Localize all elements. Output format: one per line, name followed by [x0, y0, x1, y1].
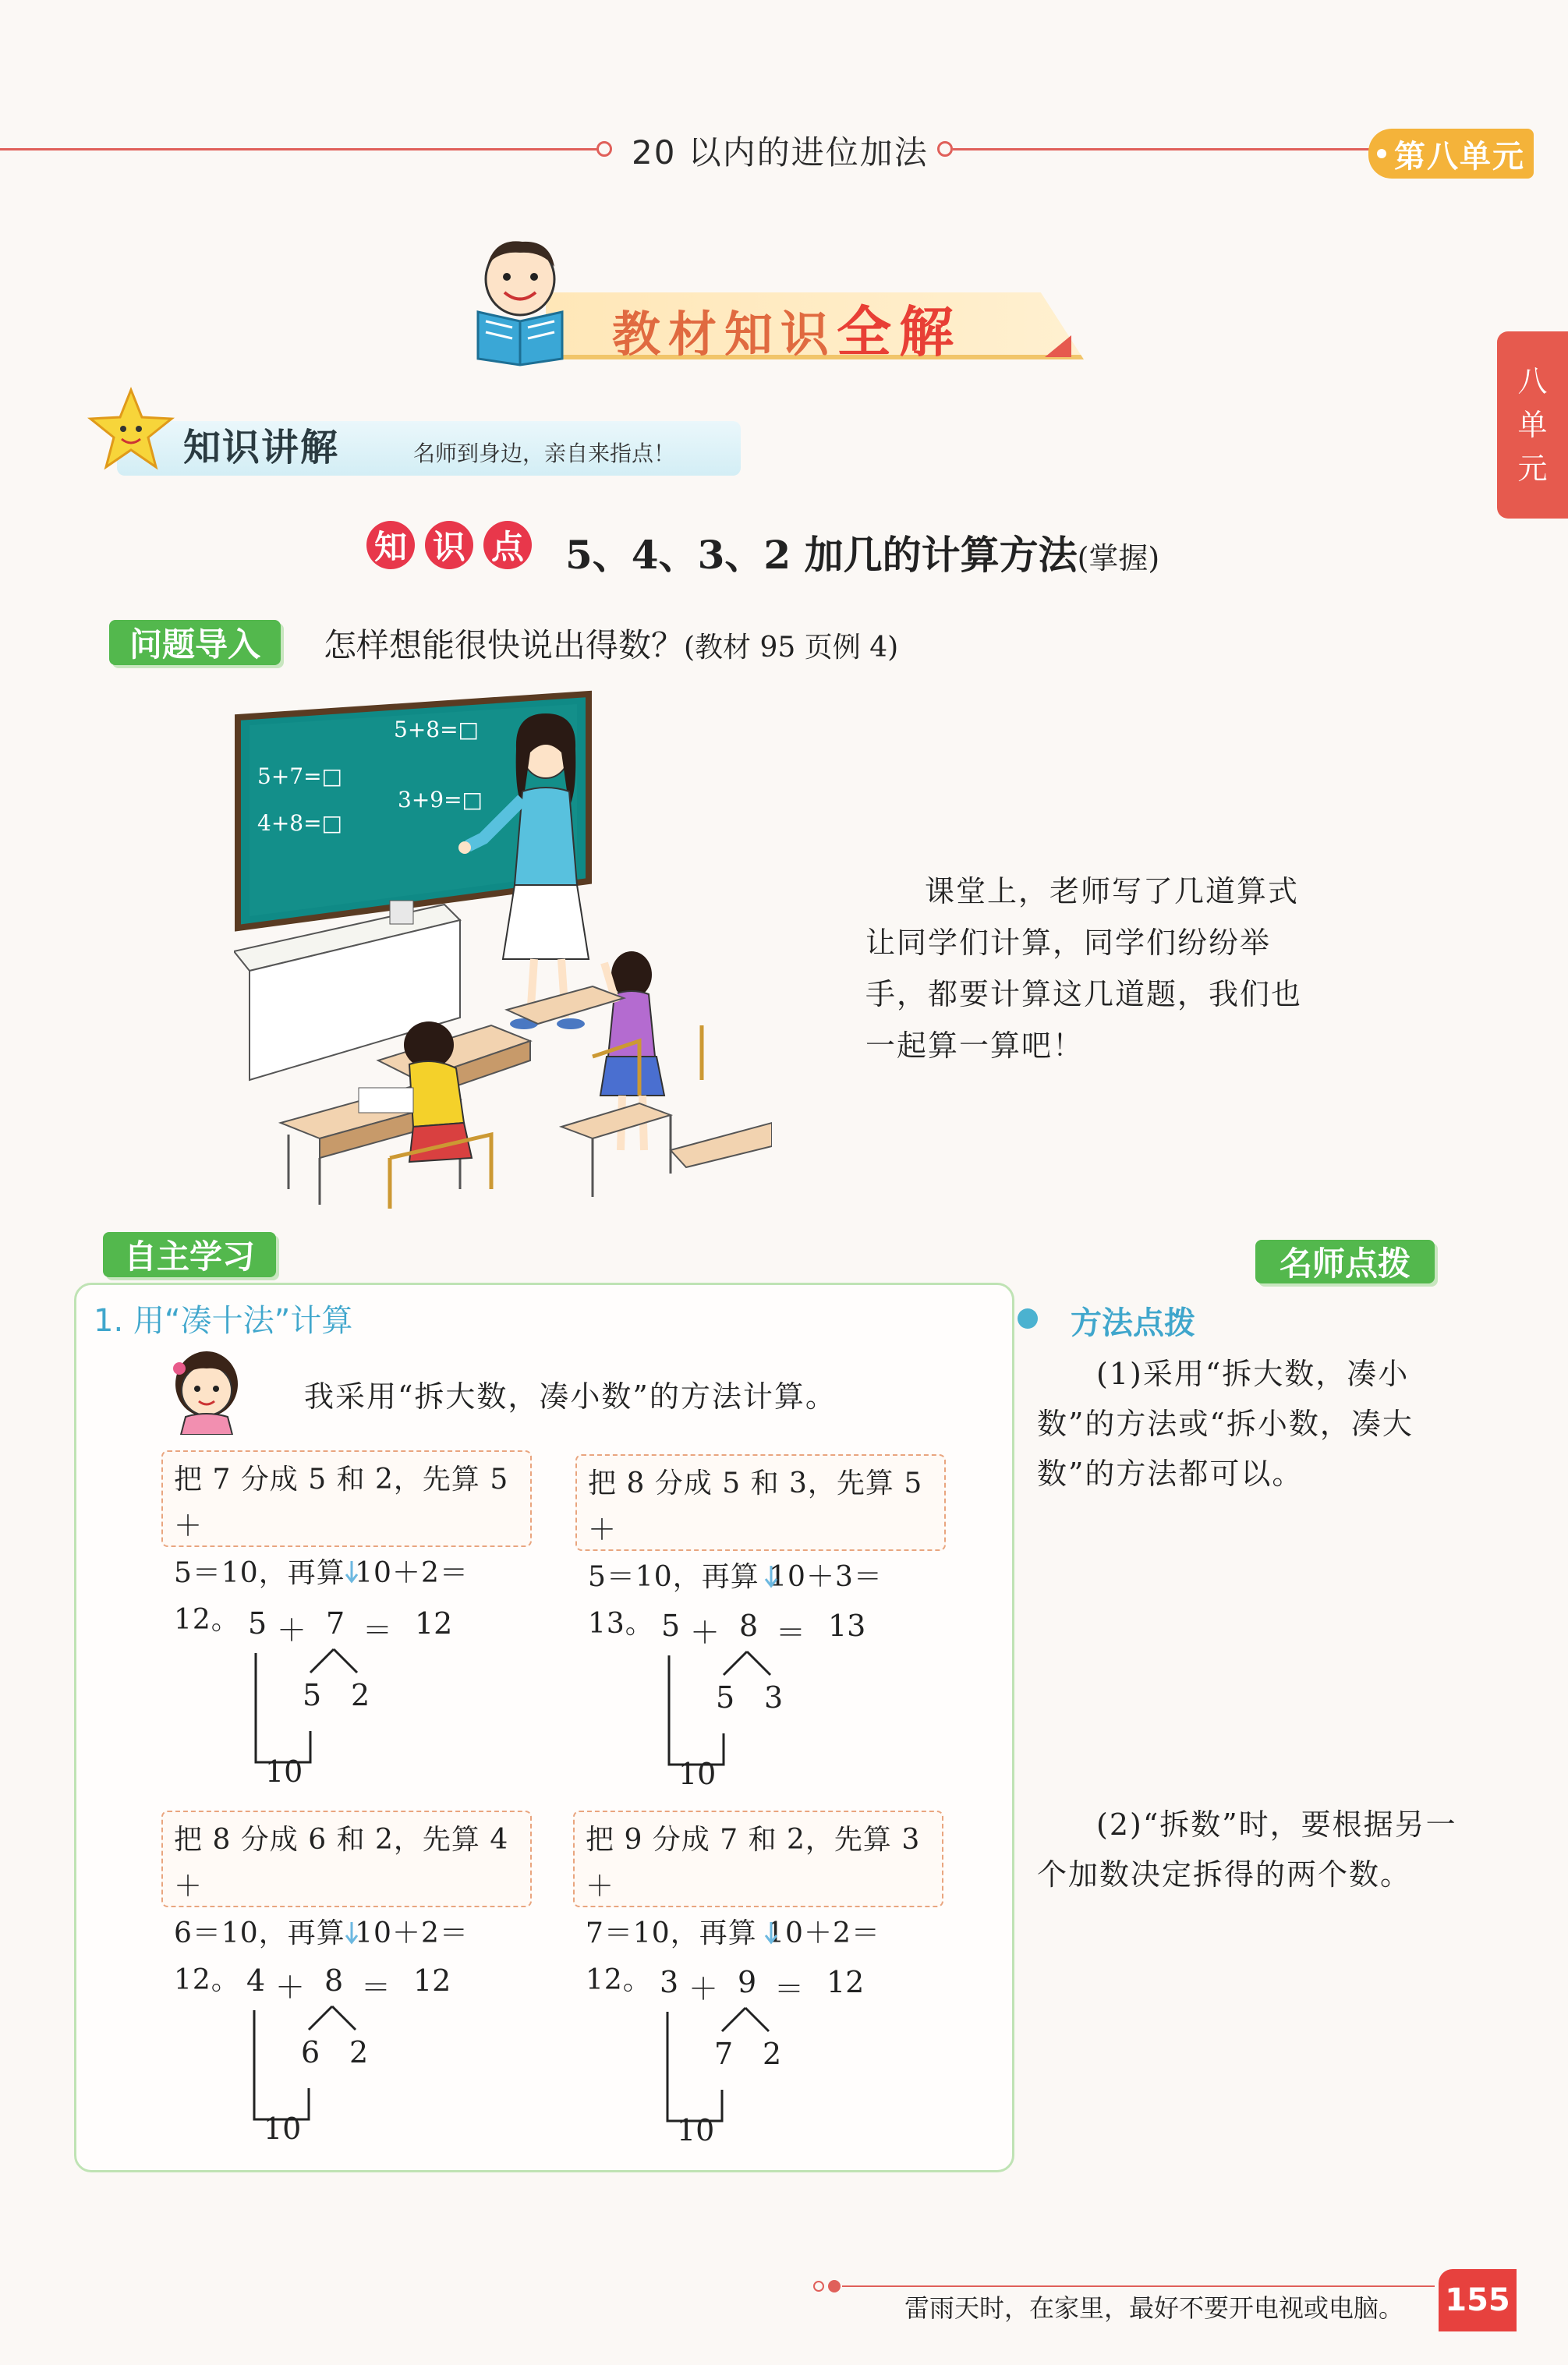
- side-tab-char: 元: [1517, 451, 1548, 486]
- split-part-left: 7: [714, 2037, 734, 2071]
- exercise-1-title: 1. 用“凑十法”计算: [94, 1303, 353, 1339]
- header-rule-right: [953, 148, 1374, 150]
- ten-result: 10: [677, 2113, 715, 2147]
- method-card-line: 5＝10，再算 10＋3＝13。: [588, 1561, 883, 1640]
- side-tab-char: 八: [1517, 364, 1548, 398]
- ten-result: 10: [264, 2112, 302, 2146]
- arrow-down-icon: [343, 1922, 360, 1945]
- split-diagram: [646, 1965, 895, 2152]
- side-tab-char: 单: [1517, 408, 1548, 442]
- split-part-right: 2: [351, 1678, 370, 1712]
- split-part-left: 5: [716, 1680, 735, 1715]
- method-tip-1: (1)采用“拆大数，凑小数”的方法或“拆小数，凑大数”的方法都可以。: [1037, 1357, 1414, 1491]
- footer-safety-tip: 雷雨天时，在家里，最好不要开电视或电脑。: [904, 2293, 1404, 2323]
- scene-description: 课堂上，老师写了几道算式让同学们计算，同学们纷纷举手，都要计算这几道题，我们也一起算一算吧！: [865, 874, 1303, 1063]
- addend-b: 9: [738, 1965, 757, 1999]
- problem-intro-question: [324, 620, 898, 667]
- unit-badge: [1368, 129, 1534, 179]
- section-banner-corner: [1045, 335, 1071, 357]
- header-rule-dot-left: [596, 141, 612, 157]
- girl-avatar-icon: [164, 1345, 250, 1435]
- self-study-tag: 自主学习: [103, 1232, 276, 1277]
- method-card: [161, 1450, 532, 1636]
- equals-sign: ＝: [363, 1613, 393, 1648]
- smiling-star-icon: [84, 386, 178, 472]
- addend-a: 5: [248, 1606, 267, 1641]
- method-tip-2: (2)“拆数”时，要根据另一个加数决定拆得的两个数。: [1037, 1807, 1457, 1892]
- addend-b: 8: [324, 1963, 344, 1998]
- sum-result: 12: [413, 1963, 451, 1998]
- method-tips-title: 方法点拨: [1071, 1305, 1195, 1341]
- addend-b: 8: [739, 1609, 759, 1643]
- split-part-right: 2: [763, 2037, 782, 2071]
- split-part-right: 3: [764, 1680, 784, 1715]
- addend-a: 4: [246, 1963, 266, 1998]
- split-part-right: 2: [349, 2035, 369, 2069]
- method-card: [573, 1811, 943, 1996]
- plus-sign: ＋: [277, 1613, 307, 1648]
- sum-result: 13: [828, 1609, 866, 1643]
- girl-speech: 我采用“拆大数，凑小数”的方法计算。: [304, 1379, 837, 1414]
- banner-text-main: 教材知识: [612, 306, 837, 363]
- split-diagram: [232, 1963, 482, 2151]
- knowledge-point-badge-char: 识: [425, 521, 473, 569]
- textbook-reference: (教材 95 页例 4): [684, 632, 899, 664]
- plus-sign: ＋: [275, 1970, 306, 2005]
- board-equation: 4+8=□: [257, 810, 343, 836]
- section-banner-title: [612, 289, 961, 367]
- split-diagram: [234, 1606, 483, 1793]
- arrow-down-icon: [343, 1561, 360, 1584]
- knowledge-point-level: (掌握): [1077, 541, 1160, 575]
- ten-result: 10: [265, 1754, 303, 1789]
- banner-text-emphasis: 全解: [837, 300, 962, 364]
- method-card-line: 把 9 分成 7 和 2，先算 3＋: [586, 1824, 921, 1903]
- method-card: [575, 1454, 946, 1640]
- board-equation: 3+9=□: [398, 787, 483, 813]
- method-card-line: 6＝10，再算 10＋2＝12。: [174, 1917, 469, 1996]
- bullet-icon: [1377, 149, 1386, 158]
- running-header-title: 20 以内的进位加法: [632, 133, 929, 172]
- plus-sign: ＋: [688, 1972, 719, 2006]
- knowledge-point-title: [565, 524, 1159, 580]
- addend-b: 7: [326, 1606, 345, 1641]
- side-chapter-tab: [1497, 331, 1568, 519]
- ten-result: 10: [678, 1757, 717, 1791]
- classroom-illustration: [234, 690, 772, 1209]
- method-card-line: 7＝10，再算 10＋2＝12。: [586, 1917, 880, 1996]
- method-card-line: 把 8 分成 5 和 3，先算 5＋: [588, 1468, 923, 1546]
- problem-intro-tag: 问题导入: [109, 620, 281, 665]
- page-number: 155: [1439, 2269, 1517, 2331]
- knowledge-point-badge-char: 点: [483, 521, 532, 569]
- knowledge-point-title-text: 5、4、3、2 加几的计算方法: [565, 532, 1078, 578]
- arrow-down-icon: [763, 1566, 780, 1589]
- arrow-down-icon: [763, 1922, 780, 1945]
- addend-a: 3: [660, 1965, 679, 1999]
- equals-sign: ＝: [774, 1972, 805, 2006]
- split-part-left: 6: [301, 2035, 320, 2069]
- teacher-tips-tag: 名师点拨: [1255, 1240, 1435, 1283]
- section-subtitle: 名师到身边，亲自来指点！: [413, 441, 676, 466]
- header-rule-dot-right: [937, 141, 953, 157]
- reading-boy-icon: [464, 234, 581, 366]
- board-equation: 5+8=□: [394, 717, 480, 742]
- equals-sign: ＝: [361, 1970, 391, 2005]
- split-part-left: 5: [303, 1678, 322, 1712]
- sum-result: 12: [826, 1965, 865, 1999]
- board-equation: 5+7=□: [257, 763, 343, 789]
- problem-question-text: 怎样想能很快说出得数？: [324, 626, 685, 664]
- method-card-line: 把 7 分成 5 和 2，先算 5＋: [174, 1464, 509, 1542]
- header-rule-left: [0, 148, 600, 150]
- knowledge-point-badge-char: 知: [366, 521, 415, 569]
- split-diagram: [647, 1609, 897, 1796]
- method-card-line: 5＝10，再算 10＋2＝12。: [174, 1557, 469, 1636]
- plus-sign: ＋: [690, 1616, 720, 1650]
- sum-result: 12: [415, 1606, 453, 1641]
- section-title: 知识讲解: [183, 426, 340, 469]
- unit-badge-label: 第八单元: [1394, 138, 1525, 175]
- addend-a: 5: [661, 1609, 681, 1643]
- method-card: [161, 1811, 532, 1996]
- method-bullet-icon: [1018, 1308, 1038, 1329]
- equals-sign: ＝: [776, 1616, 806, 1650]
- method-card-line: 把 8 分成 6 和 2，先算 4＋: [174, 1824, 509, 1903]
